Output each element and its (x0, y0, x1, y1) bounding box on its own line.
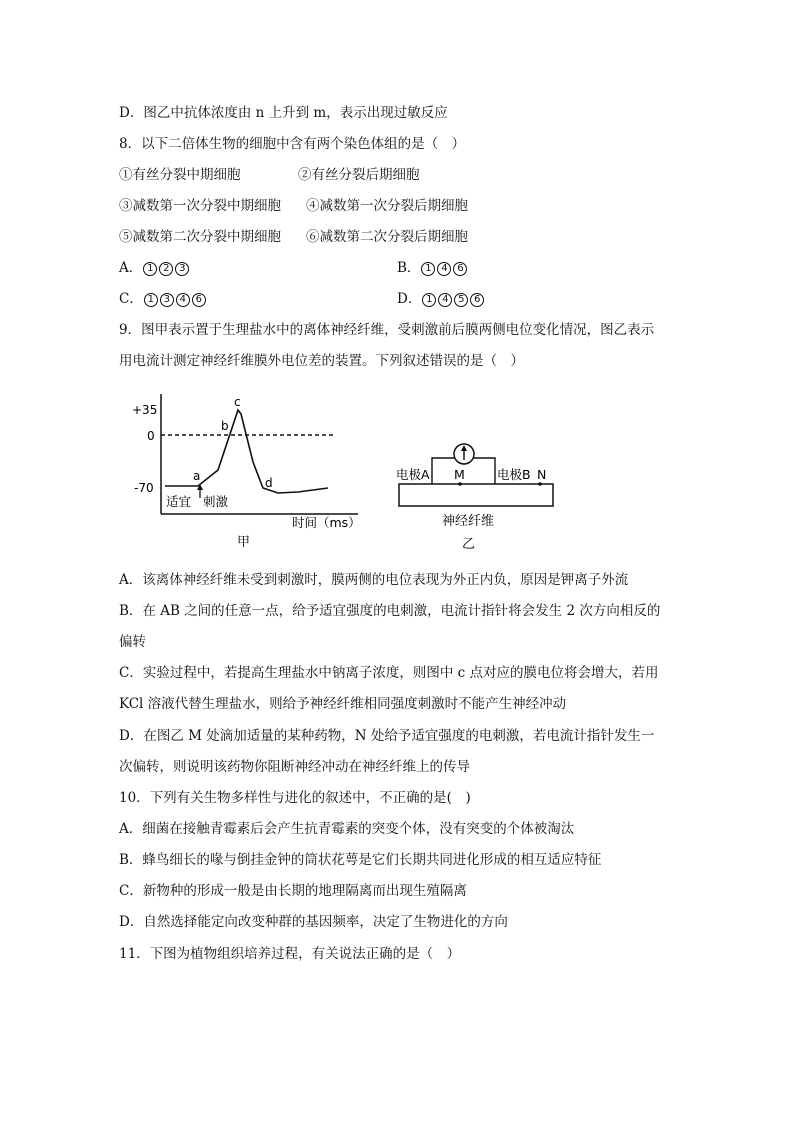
q11-stem: 11．下图为植物组织培养过程，有关说法正确的是（ ） (119, 946, 461, 962)
stimulus-arrow-head (197, 484, 203, 490)
point-n-dot (538, 482, 542, 486)
q8-items-row-3 (119, 227, 679, 247)
q8-option-a: A． 1 2 3 (119, 260, 190, 276)
q8-options-row-1 (119, 258, 679, 278)
point-m-label: M (454, 467, 465, 482)
q8-item-4: ④减数第一次分裂后期细胞 (306, 198, 468, 214)
q10-stem: 10．下列有关生物多样性与进化的叙述中，不正确的是( ) (119, 790, 471, 806)
q8-item-2: ②有丝分裂后期细胞 (298, 167, 420, 183)
q8-items-row-2 (119, 196, 679, 216)
x-axis-label: 时间（ms） (292, 515, 361, 530)
q9-option-a: A．该离体神经纤维未受到刺激时，膜两侧的电位表现为外正内负，原因是钾离子外流 (119, 572, 629, 588)
y-tick-zero: 0 (147, 429, 155, 443)
y-tick-plus35: +35 (132, 403, 158, 417)
q9-option-d-line1: D．在图乙 M 处滴加适量的某种药物，N 处给予适宜强度的电刺激，若电流计指针发生一 (119, 728, 655, 744)
q8-stem: 8．以下二倍体生物的细胞中含有两个染色体组的是（ ） (119, 136, 466, 152)
q9-stem-line2: 用电流计测定神经纤维膜外电位差的装置。下列叙述错误的是（ ） (119, 353, 524, 369)
point-d-label: d (265, 476, 273, 490)
figure-yi-caption: 乙 (462, 537, 476, 552)
q8-option-d: D． 1 4 5 6 (397, 289, 485, 309)
q10-option-b: B．蜂鸟细长的喙与倒挂金钟的筒状花萼是它们长期共同进化形成的相互适应特征 (119, 852, 602, 868)
q10-option-c: C．新物种的形成一般是由长期的地理隔离而出现生殖隔离 (119, 883, 467, 899)
figure-jia-action-potential (128, 392, 368, 552)
point-b-label: b (221, 419, 229, 433)
point-n-label: N (537, 467, 547, 482)
point-a-label: a (193, 469, 201, 483)
q9-stem-line1: 9．图甲表示置于生理盐水中的离体神经纤维，受刺激前后膜两侧电位变化情况，图乙表示 (119, 322, 655, 338)
q8-item-1: ①有丝分裂中期细胞 (119, 167, 241, 183)
q8-option-b: B． 1 4 6 (397, 258, 468, 278)
point-c-label: c (234, 395, 241, 409)
figure-yi-galvanometer-setup (390, 432, 560, 554)
q7-option-d: D．图乙中抗体浓度由 n 上升到 m，表示出现过敏反应 (119, 105, 448, 121)
q8-item-3: ③减数第一次分裂中期细胞 (119, 198, 281, 214)
q8-item-5: ⑤减数第二次分裂中期细胞 (119, 229, 281, 245)
q8-option-c: C． 1 3 4 6 (119, 291, 207, 307)
point-m-dot (458, 482, 462, 486)
q9-option-c-line1: C．实验过程中，若提高生理盐水中钠离子浓度，则图中 c 点对应的膜电位将会增大，若用 (119, 665, 659, 681)
nerve-fiber-rect (399, 484, 553, 506)
membrane-potential-curve (165, 410, 328, 493)
y-tick-minus70: -70 (134, 481, 154, 495)
stimulus-label-1: 适宜 (166, 494, 192, 509)
q9-option-d-line2: 次偏转，则说明该药物你阻断神经冲动在神经纤维上的传导 (119, 759, 470, 775)
q8-items-row-1 (119, 165, 679, 185)
electrode-b-label: 电极B (497, 467, 531, 482)
stimulus-label-2: 刺激 (203, 494, 229, 509)
q8-item-6: ⑥减数第二次分裂后期细胞 (306, 229, 468, 245)
q9-option-c-line2: KCl 溶液代替生理盐水，则给予神经纤维相同强度刺激时不能产生神经冲动 (119, 696, 567, 712)
q9-option-b-line1: B．在 AB 之间的任意一点，给予适宜强度的电刺激，电流计指针将会发生 2 次方向相反的 (119, 603, 661, 619)
q10-option-d: D．自然选择能定向改变种群的基因频率，决定了生物进化的方向 (119, 914, 508, 930)
q9-option-b-line2: 偏转 (119, 634, 146, 650)
q10-option-a: A．细菌在接触青霉素后会产生抗青霉素的突变个体，没有突变的个体被淘汰 (119, 821, 575, 837)
q8-options-row-2 (119, 289, 679, 309)
electrode-a-label: 电极A (396, 467, 430, 482)
figure-jia-caption: 甲 (237, 535, 251, 550)
nerve-fiber-label: 神经纤维 (442, 514, 495, 529)
